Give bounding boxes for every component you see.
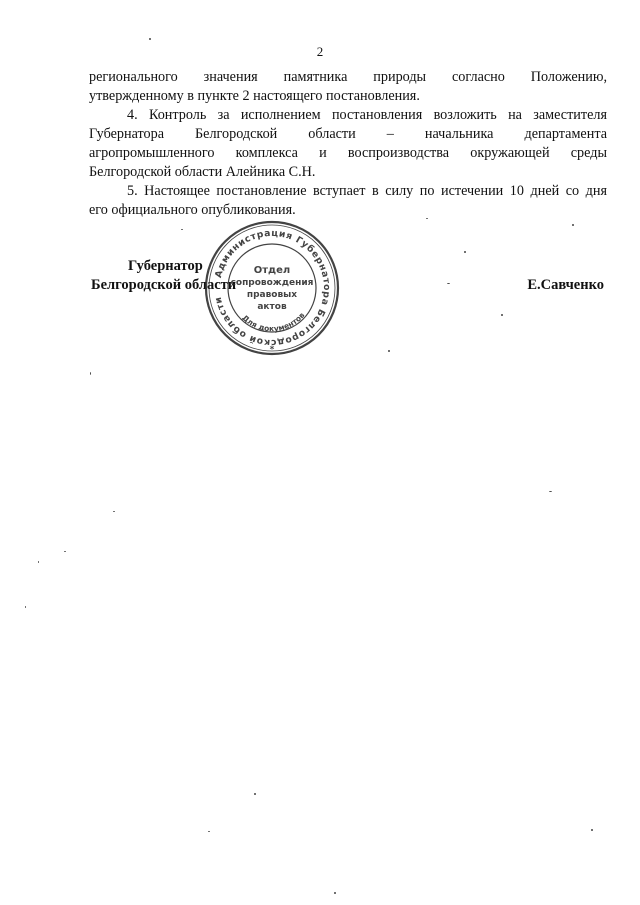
signatory-title-line: Губернатор xyxy=(128,258,203,274)
paragraph-4-line: 4. Контроль за исполнением постановления возложить на заместителя xyxy=(127,107,607,123)
paragraph-5-line: его официального опубликования. xyxy=(89,202,296,218)
page-number: 2 xyxy=(316,44,324,59)
scan-speck xyxy=(181,229,183,230)
seal-center-text: правовых xyxy=(246,290,298,300)
seal-center-text: сопровождения xyxy=(230,278,314,288)
body-line: утвержденному в пункте 2 настоящего постановления. xyxy=(89,88,420,104)
seal-ring-text: Администрация Губернатора Белгородской области xyxy=(212,227,333,349)
scan-speck xyxy=(208,831,210,832)
scan-speck xyxy=(426,218,428,219)
scan-speck xyxy=(501,314,503,316)
scan-speck xyxy=(25,606,26,608)
body-line: регионального значения памятника природы согласно Положению, xyxy=(89,69,607,85)
scan-speck xyxy=(549,491,552,492)
scan-speck xyxy=(254,793,256,795)
paragraph-4-line: агропромышленного комплекса и воспроизводства окружающей среды xyxy=(89,145,607,161)
signatory-title-line: Белгородской области xyxy=(91,277,237,293)
paragraph-5-line: 5. Настоящее постановление вступает в силу по истечении 10 дней со дня xyxy=(127,183,607,199)
scan-speck xyxy=(334,892,336,894)
scan-speck xyxy=(90,372,91,375)
seal-bottom-text: Для документов xyxy=(240,310,307,334)
scan-speck xyxy=(464,251,466,253)
scan-speck xyxy=(38,561,39,563)
signatory-name: Е.Савченко xyxy=(527,277,604,293)
scan-speck xyxy=(447,283,450,284)
scan-speck xyxy=(64,551,66,552)
seal-center-text: актов xyxy=(257,302,287,312)
scan-speck xyxy=(149,38,151,40)
document-body xyxy=(89,68,607,220)
official-seal-stamp xyxy=(202,218,342,358)
scan-speck xyxy=(388,350,390,352)
paragraph-4-line: Белгородской области Алейника С.Н. xyxy=(89,164,316,180)
scan-speck xyxy=(572,224,574,226)
seal-star: * xyxy=(269,345,275,355)
seal-center-text: Отдел xyxy=(253,265,291,276)
paragraph-4-line: Губернатора Белгородской области – начальника департамента xyxy=(89,126,607,142)
scan-speck xyxy=(113,511,115,512)
svg-text:Для документов xyxy=(240,310,306,333)
scan-speck xyxy=(591,829,593,831)
